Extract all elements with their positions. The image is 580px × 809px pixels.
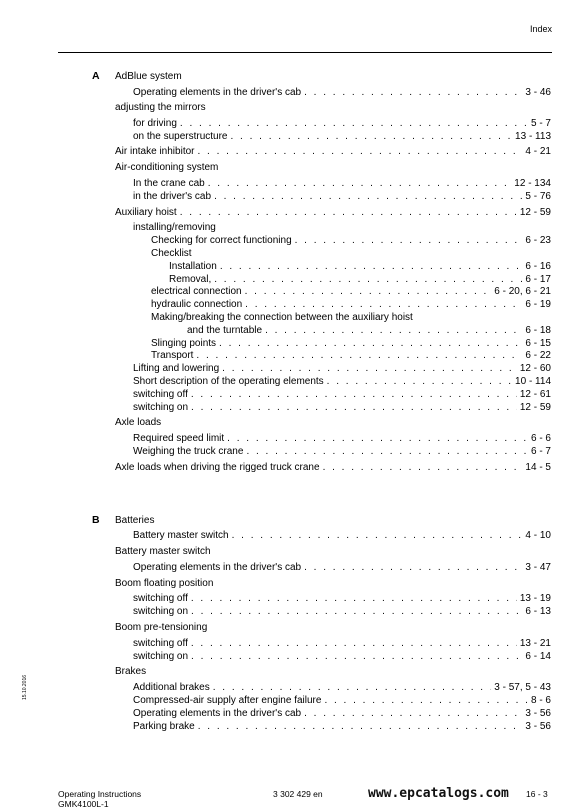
entry-page: 3 - 56 [525,708,551,719]
entry-page: 12 - 60 [519,363,551,374]
entry-page: 8 - 6 [530,695,551,706]
entry-label: In the crane cab [133,178,205,189]
index-b-entry [133,651,551,663]
entry-page: 13 - 113 [515,131,551,142]
index-b-heading: Batteries [115,515,155,526]
entry-label: switching on [133,606,189,617]
entry-label: on the superstructure [133,131,228,142]
header-rule [58,52,552,53]
dot-leader [198,721,523,733]
index-b-entry [133,638,551,650]
index-a-heading: Making/breaking the connection between the auxiliary hoist [151,312,413,323]
dot-leader [232,530,523,542]
dot-leader [191,606,522,618]
index-a-heading: Air-conditioning system [115,162,219,173]
footer-doc-type: Operating Instructions [58,789,142,799]
entry-page: 6 - 7 [530,446,551,457]
entry-label: Installation [169,261,217,272]
entry-page: 12 - 61 [519,389,551,400]
dot-leader [324,695,528,707]
index-a-entry [133,433,551,445]
index-b-entry [133,530,551,542]
index-b-heading: Battery master switch [115,546,211,557]
entry-page: 6 - 15 [525,338,551,349]
footer-model: GMK4100L-1 [58,799,109,809]
index-a-entry [133,389,551,401]
dot-leader [196,350,522,362]
index-a-entry [133,131,551,143]
dot-leader [213,682,492,694]
dot-leader [246,446,528,458]
entry-label: Lifting and lowering [133,363,220,374]
entry-label: Battery master switch [133,530,229,541]
dot-leader [231,131,513,143]
entry-label: hydraulic connection [151,299,243,310]
entry-page: 12 - 134 [514,178,551,189]
entry-label: switching on [133,402,189,413]
entry-label: Weighing the truck crane [133,446,244,457]
entry-label: switching on [133,651,189,662]
footer-doc-number: 3 302 429 en [273,789,323,799]
entry-label: Operating elements in the driver's cab [133,562,302,573]
entry-label: switching off [133,389,188,400]
dot-leader [219,338,522,350]
index-a-entry [115,146,551,158]
dot-leader [222,363,517,375]
dot-leader [245,299,522,311]
dot-leader [295,235,523,247]
dot-leader [245,286,492,298]
index-a-entry [151,350,551,362]
index-b-entry [133,562,551,574]
entry-page: 3 - 46 [525,87,551,98]
index-a-entry [187,325,551,337]
index-b-entry [133,708,551,720]
dot-leader [304,87,522,99]
entry-page: 10 - 114 [515,376,551,387]
index-a-entry [133,191,551,203]
index-a-entry [169,261,551,273]
entry-label: in the driver's cab [133,191,212,202]
dot-leader [191,651,522,663]
index-a-entry [133,87,551,99]
entry-label: Checking for correct functioning [151,235,292,246]
entry-page: 3 - 56 [525,721,551,732]
dot-leader [191,389,517,401]
entry-label: Additional brakes [133,682,210,693]
header-title: Index [529,24,552,34]
entry-page: 6 - 20, 6 - 21 [494,286,551,297]
entry-label: Operating elements in the driver's cab [133,708,302,719]
entry-label: Axle loads when driving the rigged truck crane [115,462,320,473]
index-b-heading: Brakes [115,666,147,677]
entry-label: Air intake inhibitor [115,146,195,157]
entry-page: 12 - 59 [519,402,551,413]
entry-page: 6 - 16 [525,261,551,272]
section-letter-b: B [92,514,100,526]
entry-page: 3 - 47 [525,562,551,573]
entry-page: 12 - 59 [519,207,551,218]
index-a-entry [169,274,551,286]
entry-label: Required speed limit [133,433,225,444]
index-a-heading: AdBlue system [115,71,182,82]
index-a-heading: Axle loads [115,417,162,428]
index-a-entry [133,376,551,388]
watermark: www.epcatalogs.com [368,786,509,801]
dot-leader [327,376,512,388]
entry-label: Slinging points [151,338,217,349]
index-a-entry [151,338,551,350]
index-b-heading: Boom pre-tensioning [115,622,208,633]
entry-page: 5 - 76 [525,191,551,202]
entry-label: Parking brake [133,721,195,732]
entry-label: Compressed-air supply after engine failure [133,695,322,706]
dot-leader [214,191,522,203]
index-a-entry [151,299,551,311]
dot-leader [180,207,517,219]
dot-leader [191,638,517,650]
dot-leader [220,261,523,273]
index-a-entry [133,178,551,190]
dot-leader [304,708,522,720]
index-b-entry [133,695,551,707]
entry-page: 13 - 21 [519,638,551,649]
index-a-entry [133,363,551,375]
index-a-entry [151,286,551,298]
entry-page: 6 - 13 [525,606,551,617]
index-b-heading: Boom floating position [115,578,214,589]
entry-label: and the turntable [187,325,263,336]
index-b-entry [133,682,551,694]
index-a-entry [133,118,551,130]
dot-leader [265,325,522,337]
dot-leader [191,593,517,605]
entry-label: switching off [133,638,188,649]
entry-page: 6 - 6 [530,433,551,444]
entry-page: 13 - 19 [519,593,551,604]
index-a-entry [151,235,551,247]
index-a-entry [115,462,551,474]
index-a-entry [133,446,551,458]
entry-label: electrical connection [151,286,242,297]
entry-label: Auxiliary hoist [115,207,177,218]
index-a-entry [115,207,551,219]
dot-leader [197,146,522,158]
footer-page-number: 16 - 3 [526,789,548,799]
entry-page: 4 - 21 [525,146,551,157]
entry-label: Transport [151,350,194,361]
dot-leader [180,118,528,130]
entry-page: 6 - 19 [525,299,551,310]
dot-leader [214,274,522,286]
entry-label: Operating elements in the driver's cab [133,87,302,98]
entry-page: 5 - 7 [530,118,551,129]
section-letter-a: A [92,70,100,82]
index-a-heading: installing/removing [133,222,216,233]
dot-leader [323,462,523,474]
index-a-heading: adjusting the mirrors [115,102,206,113]
entry-page: 6 - 23 [525,235,551,246]
dot-leader [304,562,522,574]
index-a-entry [133,402,551,414]
dot-leader [227,433,528,445]
index-b-entry [133,721,551,733]
entry-page: 6 - 18 [525,325,551,336]
entry-page: 6 - 17 [525,274,551,285]
side-date: 15.10.2016 [22,674,28,700]
dot-leader [191,402,517,414]
entry-page: 6 - 14 [525,651,551,662]
index-a-heading: Checklist [151,248,192,259]
index-b-entry [133,606,551,618]
index-b-entry [133,593,551,605]
entry-label: switching off [133,593,188,604]
entry-label: Short description of the operating elements [133,376,324,387]
entry-label: for driving [133,118,177,129]
entry-page: 6 - 22 [525,350,551,361]
entry-page: 14 - 5 [525,462,551,473]
entry-label: Removal, [169,274,212,285]
entry-page: 4 - 10 [525,530,551,541]
entry-page: 3 - 57, 5 - 43 [494,682,551,693]
dot-leader [208,178,512,190]
